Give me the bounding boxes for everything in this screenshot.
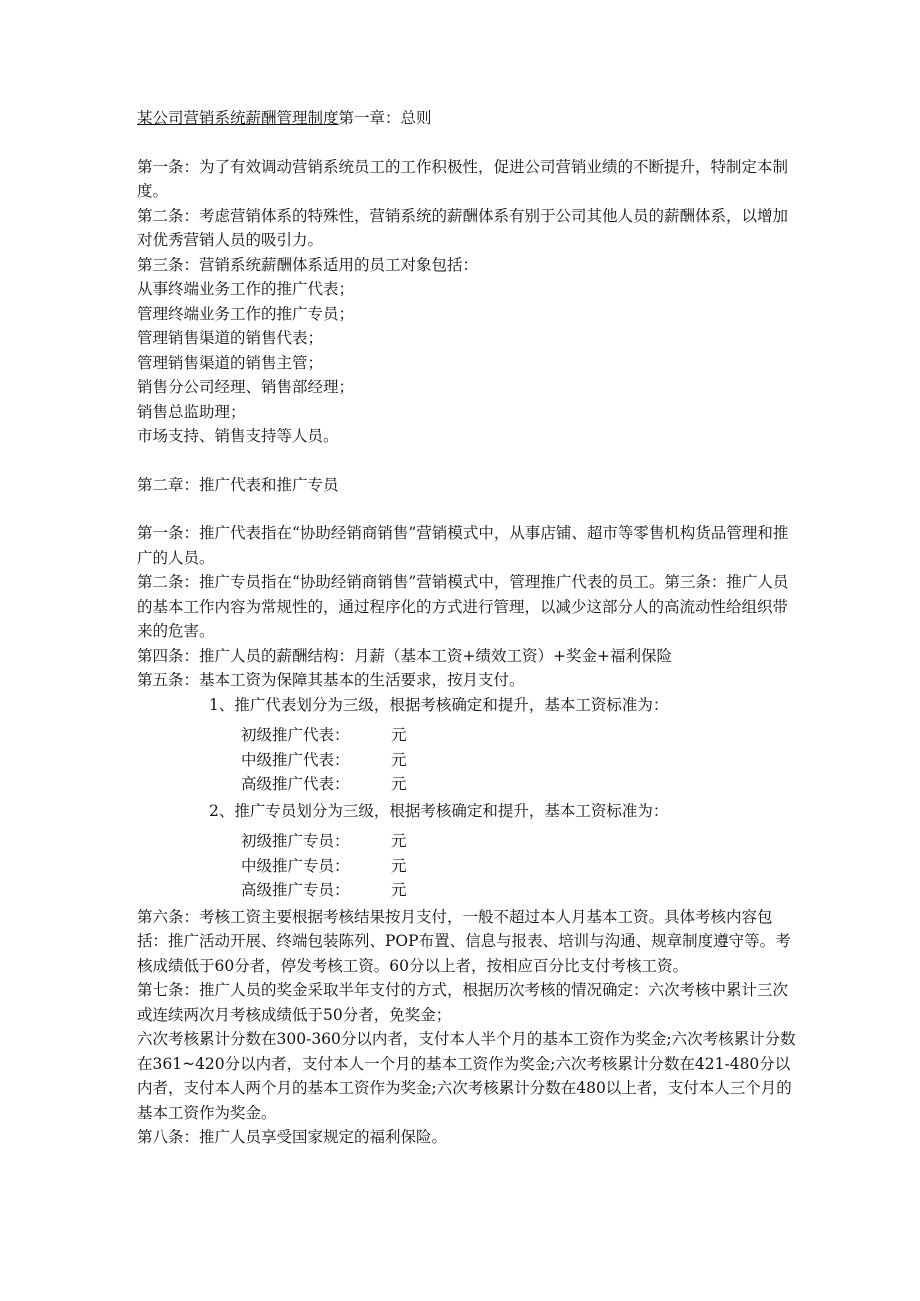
grade-unit: 元	[391, 726, 407, 744]
scope-item: 从事终端业务工作的推广代表；	[137, 280, 355, 298]
grade-row	[137, 878, 797, 903]
grade-list-specialists	[137, 829, 797, 903]
ch1-article-3: 第三条：营销系统薪酬体系适用的员工对象包括：	[137, 255, 479, 274]
grade-unit: 元	[391, 832, 407, 850]
grade-label: 初级推广专员：	[241, 832, 350, 850]
scope-item: 管理销售渠道的销售主管；	[137, 353, 324, 372]
document-title	[137, 106, 797, 131]
ch2-article-7-continued: 六次考核累计分数在300-360分以内者，支付本人半个月的基本工资作为奖金;六次考核累计分数在361~420分以内者，支付本人一个月的基本工资作为奖金;六次考核累计分数在421-480分以内者，支付本人两个月的基本工资作为奖金;六次考核累计分数在480以上者，支付本人三个月的基本工资作为奖金。	[137, 1030, 796, 1122]
grade-label: 中级推广代表：	[241, 750, 350, 769]
grade-unit: 元	[391, 856, 407, 875]
grade-unit: 元	[391, 775, 407, 793]
ch2-article-2-3: 第二条：推广专员指在“协助经销商销售”营销模式中，管理推广代表的员工。第三条：推广人员的基本工作内容为常规性的，通过程序化的方式进行管理，以减少这部分人的高流动性给组织带来的危害。	[137, 573, 789, 640]
grade-label: 高级推广专员：	[241, 881, 350, 899]
ch2-article-4: 第四条：推广人员的薪酬结构：月薪（基本工资+绩效工资）+奖金+福利保险	[137, 646, 672, 665]
grade-row	[137, 772, 797, 797]
ch2-article-8: 第八条：推广人员享受国家规定的福利保险。	[137, 1128, 448, 1146]
ch1-article-1: 第一条：为了有效调动营销系统员工的工作积极性，促进公司营销业绩的不断提升，特制定本制度。	[137, 157, 789, 200]
grade-row	[137, 748, 797, 773]
grade-unit: 元	[391, 750, 407, 769]
ch2-article-7: 第七条：推广人员的奖金采取半年支付的方式，根据历次考核的情况确定：六次考核中累计三次或连续两次月考核成绩低于50分者，免奖金；	[137, 981, 789, 1024]
scope-item: 管理销售渠道的销售代表；	[137, 329, 324, 347]
spacer	[137, 497, 797, 521]
grade-label: 初级推广代表：	[241, 726, 350, 744]
ch1-article-2: 第二条：考虑营销体系的特殊性，营销系统的薪酬体系有别于公司其他人员的薪酬体系，以增加对优秀营销人员的吸引力。	[137, 206, 789, 249]
grade-label: 高级推广代表：	[241, 775, 350, 793]
title-underlined: 某公司营销系统薪酬管理制度	[137, 109, 339, 127]
scope-item: 管理终端业务工作的推广专员；	[137, 304, 355, 323]
scope-item: 销售分公司经理、销售部经理；	[137, 378, 355, 396]
sub-item-2: 2、推广专员划分为三级，根据考核确定和提升，基本工资标准为：	[209, 801, 669, 820]
scope-item: 市场支持、销售支持等人员。	[137, 427, 339, 445]
scope-item: 销售总监助理；	[137, 402, 246, 421]
ch2-article-6: 第六条：考核工资主要根据考核结果按月支付，一般不超过本人月基本工资。具体考核内容包括：推广活动开展、终端包装陈列、POP布置、信息与报表、培训与沟通、规章制度遵守等。考核成绩低于60分者，停发考核工资。60分以上者，按相应百分比支付考核工资。	[137, 907, 791, 975]
ch2-article-5: 第五条：基本工资为保障其基本的生活要求，按月支付。	[137, 671, 525, 689]
grade-row	[137, 854, 797, 879]
grade-list-representatives	[137, 723, 797, 797]
ch2-article-1: 第一条：推广代表指在“协助经销商销售”营销模式中，从事店铺、超市等零售机构货品管理和推广的人员。	[137, 524, 789, 567]
chapter-2-heading: 第二章：推广代表和推广专员	[137, 475, 339, 494]
grade-label: 中级推广专员：	[241, 856, 350, 875]
chapter-1-heading: 第一章：总则	[338, 109, 432, 127]
grade-row	[137, 829, 797, 854]
spacer	[137, 131, 797, 155]
sub-item-1: 1、推广代表划分为三级，根据考核确定和提升，基本工资标准为：	[209, 695, 669, 714]
grade-unit: 元	[391, 881, 407, 899]
spacer	[137, 449, 797, 473]
grade-row	[137, 723, 797, 748]
document-page	[137, 106, 797, 1150]
